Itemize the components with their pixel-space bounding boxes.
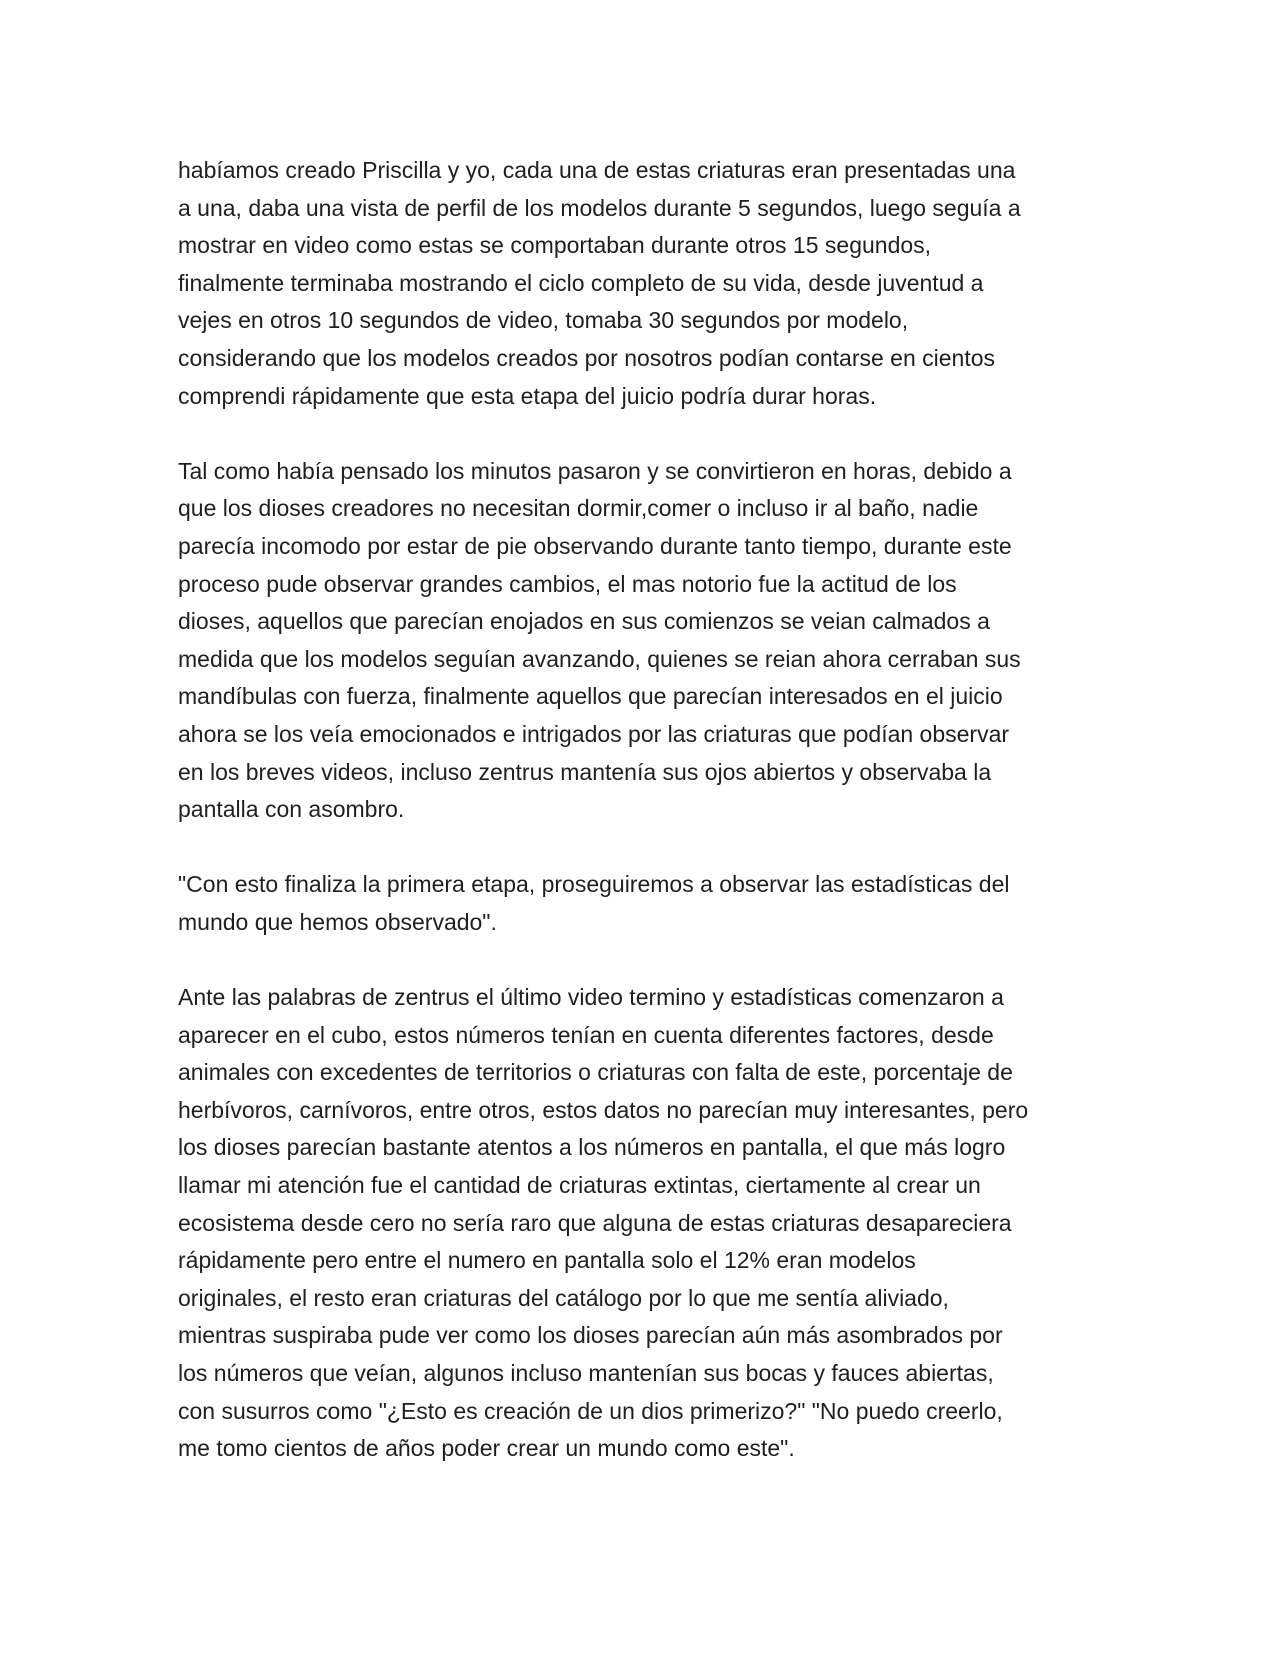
text-line: que los dioses creadores no necesitan dormir,comer o incluso ir al baño, nadie [178, 495, 979, 522]
paragraph-4 [178, 979, 1108, 1468]
text-line: vejes en otros 10 segundos de video, tomaba 30 segundos por modelo, [178, 307, 909, 334]
text-line: pantalla con asombro. [178, 796, 405, 823]
text-line: Ante las palabras de zentrus el último video termino y estadísticas comenzaron a [178, 984, 1004, 1011]
text-line: dioses, aquellos que parecían enojados en sus comienzos se veian calmados a [178, 608, 990, 635]
text-line: con susurros como "¿Esto es creación de un dios primerizo?" "No puedo creerlo, [178, 1397, 1003, 1424]
paragraph-3 [178, 866, 1108, 941]
paragraph-2 [178, 453, 1108, 829]
text-line: Tal como había pensado los minutos pasaron y se convirtieron en horas, debido a [178, 457, 1012, 484]
text-line: ahora se los veía emocionados e intrigados por las criaturas que podían observar [178, 720, 1010, 747]
text-line: parecía incomodo por estar de pie observando durante tanto tiempo, durante este [178, 532, 1012, 559]
text-line: considerando que los modelos creados por nosotros podían contarse en cientos [178, 344, 996, 371]
text-line: me tomo cientos de años poder crear un mundo como este". [178, 1435, 795, 1462]
paragraph-1 [178, 152, 1108, 415]
text-line: proceso pude observar grandes cambios, el mas notorio fue la actitud de los [178, 570, 957, 597]
text-line: ecosistema desde cero no sería raro que alguna de estas criaturas desapareciera [178, 1209, 1012, 1236]
text-line: llamar mi atención fue el cantidad de criaturas extintas, ciertamente al crear un [178, 1172, 981, 1199]
text-line: mostrar en video como estas se comportaban durante otros 15 segundos, [178, 232, 932, 259]
text-line: aparecer en el cubo, estos números tenían en cuenta diferentes factores, desde [178, 1021, 994, 1048]
text-line: los dioses parecían bastante atentos a los números en pantalla, el que más logro [178, 1134, 1006, 1161]
text-line: rápidamente pero entre el numero en pantalla solo el 12% eran modelos [178, 1247, 916, 1274]
text-line: habíamos creado Priscilla y yo, cada una de estas criaturas eran presentadas una [178, 157, 1016, 183]
text-line: originales, el resto eran criaturas del catálogo por lo que me sentía aliviado, [178, 1284, 949, 1311]
text-line: en los breves videos, incluso zentrus mantenía sus ojos abiertos y observaba la [178, 758, 992, 785]
text-line: animales con excedentes de territorios o criaturas con falta de este, porcentaje de [178, 1059, 1013, 1086]
text-line: medida que los modelos seguían avanzando, quienes se reian ahora cerraban sus [178, 645, 1021, 672]
text-line: herbívoros, carnívoros, entre otros, estos datos no parecían muy interesantes, pero [178, 1096, 1029, 1123]
text-line: mientras suspiraba pude ver como los dioses parecían aún más asombrados por [178, 1322, 1003, 1349]
text-line: los números que veían, algunos incluso mantenían sus bocas y fauces abiertas, [178, 1360, 994, 1386]
text-line: "Con esto finaliza la primera etapa, proseguiremos a observar las estadísticas del [178, 871, 1010, 898]
text-line: a una, daba una vista de perfil de los modelos durante 5 segundos, luego seguía a [178, 194, 1021, 221]
text-line: mandíbulas con fuerza, finalmente aquellos que parecían interesados en el juicio [178, 683, 1003, 710]
body-text [178, 152, 1108, 1505]
text-line: mundo que hemos observado". [178, 908, 497, 935]
text-line: finalmente terminaba mostrando el ciclo completo de su vida, desde juventud a [178, 269, 984, 296]
text-line: comprendi rápidamente que esta etapa del juicio podría durar horas. [178, 382, 877, 409]
